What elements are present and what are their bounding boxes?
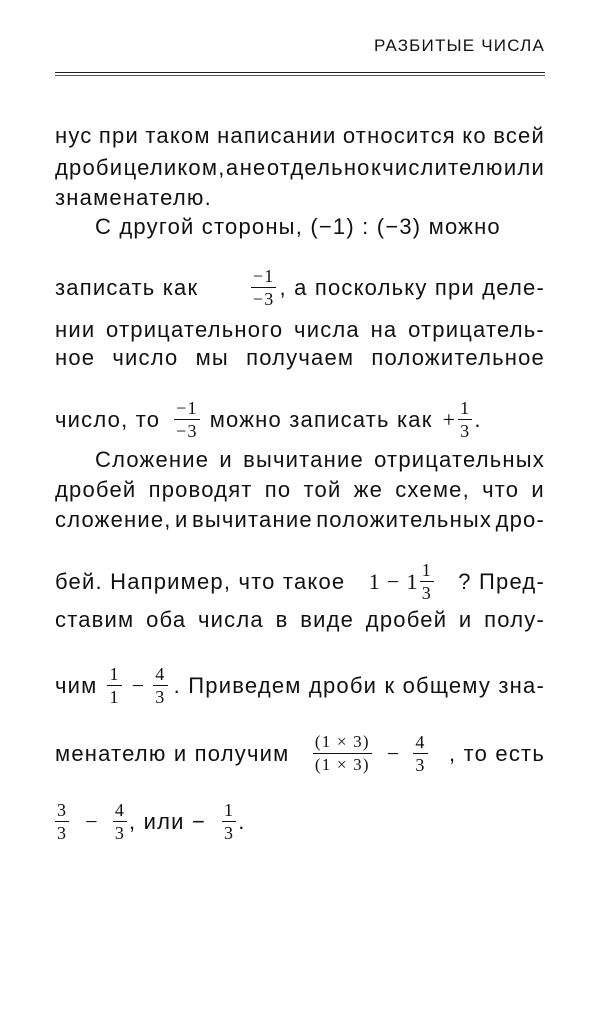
fraction-bar: [107, 685, 121, 686]
word: таком: [145, 123, 211, 148]
word: ставим: [55, 607, 135, 632]
fraction-bar: [251, 287, 277, 288]
paragraph-3-line-8: [55, 800, 545, 843]
word: виде: [300, 607, 355, 632]
word: ное: [55, 345, 96, 370]
fraction-denominator: 3: [114, 823, 126, 843]
fraction-numerator: 4: [114, 800, 126, 820]
paragraph-3-line-7: [55, 732, 545, 775]
word: число: [112, 345, 179, 370]
word: сложение,: [55, 507, 172, 532]
header-double-rule: [55, 72, 545, 76]
word: отрицатель-: [408, 317, 545, 342]
word: нус: [55, 123, 93, 148]
fraction-bar: [113, 821, 127, 822]
text-segment: записать как: [55, 274, 199, 300]
fraction-bar: [222, 821, 236, 822]
text-segment: число, то: [55, 406, 161, 432]
minus-sign: −: [131, 672, 146, 698]
fraction-bar: [413, 753, 427, 754]
fraction-denominator: 3: [57, 823, 68, 843]
word: и: [175, 507, 189, 532]
paragraph-3-line-5: [55, 607, 545, 633]
fraction-denominator: −3: [252, 289, 275, 309]
fraction-denominator: 3: [460, 421, 471, 441]
word: в: [275, 607, 289, 632]
word: вычитание: [191, 507, 313, 532]
math-expression: [369, 560, 435, 603]
word: на: [370, 317, 398, 342]
fraction: [251, 266, 277, 309]
word: числа: [198, 607, 264, 632]
paragraph-2-line-4: [55, 345, 545, 371]
plus-sign: +: [442, 406, 457, 432]
fraction-numerator: 3: [57, 800, 68, 820]
fraction-numerator: 1: [109, 664, 120, 684]
paragraph-3-line-6: [55, 664, 545, 707]
word: получаем: [246, 345, 355, 370]
paragraph-3-line-1: [95, 447, 545, 473]
word: или: [503, 155, 545, 180]
minus-sign: −: [386, 740, 401, 766]
fraction-numerator: 1: [460, 398, 471, 418]
text-segment: можно записать как: [209, 406, 433, 432]
word: проводят: [148, 477, 253, 502]
word: Сложение: [95, 447, 210, 472]
fraction-denominator: (1 × 3): [314, 755, 370, 774]
word: схеме,: [395, 477, 470, 502]
fraction: [55, 800, 69, 843]
text-segment: ? Пред-: [458, 568, 545, 594]
word: оба: [146, 607, 187, 632]
fraction-bar: [458, 419, 472, 420]
fraction: [153, 664, 167, 707]
word: и: [531, 477, 545, 502]
fraction: [222, 800, 236, 843]
text-segment: . Приведем дроби к общему зна-: [173, 672, 545, 698]
paragraph-2-line-5: [55, 398, 545, 441]
text-segment: чим: [55, 672, 98, 698]
fraction-numerator: 1: [224, 800, 235, 820]
math-expression: [310, 732, 429, 775]
text-segment: , а поскольку при деле-: [279, 274, 545, 300]
fraction-bar: [313, 753, 372, 754]
fraction-expression: [248, 266, 545, 309]
fraction-numerator: −1: [176, 398, 198, 418]
word: дробей: [55, 477, 137, 502]
word: дроби: [55, 155, 124, 180]
word: что: [482, 477, 520, 502]
text-segment: , то есть: [449, 740, 545, 766]
number: 1: [368, 568, 381, 594]
word: дробей: [365, 607, 448, 632]
minus-sign: −: [386, 568, 401, 594]
word: положительное: [371, 345, 545, 370]
word: нии: [55, 317, 96, 342]
word: целиком,: [123, 155, 226, 180]
word: полу-: [484, 607, 545, 632]
fraction-numerator: (1 × 3): [314, 732, 370, 751]
paragraph-1-line-1: [55, 123, 545, 149]
fraction-denominator: 3: [224, 823, 235, 843]
paragraph-2-line-3: [55, 317, 545, 343]
fraction-numerator: 4: [155, 664, 166, 684]
fraction-numerator: 1: [421, 560, 432, 580]
fraction: [313, 732, 372, 775]
minus-sign: −: [85, 808, 99, 834]
paragraph-3-line-4: [55, 560, 545, 603]
word: при: [98, 123, 139, 148]
word: по: [264, 477, 292, 502]
fraction-denominator: 3: [421, 583, 432, 603]
word: положительных: [316, 507, 493, 532]
fraction-bar: [174, 419, 200, 420]
paragraph-2-line-2: [55, 266, 545, 309]
paragraph-1-line-2: [55, 155, 545, 181]
fraction: [174, 398, 200, 441]
text-segment: бей. Например, что такое: [55, 568, 346, 594]
math-expression: [55, 664, 170, 707]
period: .: [474, 406, 482, 432]
word: дро-: [495, 507, 545, 532]
word: а: [225, 155, 240, 180]
text-segment: менателю и получим: [55, 740, 290, 766]
fraction-bar: [153, 685, 167, 686]
word: и: [219, 447, 233, 472]
word: вычитание: [243, 447, 364, 472]
word: числа: [294, 317, 360, 342]
fraction: [413, 732, 427, 775]
fraction-denominator: 3: [155, 687, 166, 707]
fraction-denominator: 1: [109, 687, 120, 707]
paragraph-3-line-3: [55, 507, 545, 533]
fraction-numerator: 4: [415, 732, 426, 752]
fraction: [420, 560, 434, 603]
fraction: [113, 800, 127, 843]
word: к: [370, 155, 382, 180]
fraction-numerator: −1: [252, 266, 275, 286]
mixed-number: [407, 560, 435, 603]
word: той: [303, 477, 342, 502]
fraction: [107, 664, 121, 707]
running-head-title: РАЗБИТЫЕ ЧИСЛА: [373, 36, 545, 55]
paragraph-2-line-1: С другой стороны, (−1) : (−3) можно: [95, 214, 501, 239]
fraction-denominator: 3: [415, 755, 426, 775]
word: числителю: [382, 155, 504, 180]
fraction-bar: [420, 581, 434, 582]
word: ко: [462, 123, 487, 148]
period: .: [238, 808, 246, 834]
word: относится: [342, 123, 456, 148]
word: всей: [493, 123, 545, 148]
word: и: [458, 607, 473, 632]
fraction-bar: [55, 821, 69, 822]
word: мы: [195, 345, 229, 370]
paragraph-1-line-3: знаменателю.: [55, 185, 212, 210]
paragraph-3-line-2: [55, 477, 545, 503]
word: отрицательных: [374, 447, 545, 472]
text-segment: , или −: [129, 808, 207, 834]
word: же: [353, 477, 384, 502]
mixed-whole: 1: [406, 568, 419, 594]
fraction-denominator: −3: [176, 421, 198, 441]
word: написании: [217, 123, 337, 148]
word: отрицательного: [106, 317, 284, 342]
word: не: [239, 155, 267, 180]
fraction: [458, 398, 472, 441]
word: отдельно: [266, 155, 371, 180]
